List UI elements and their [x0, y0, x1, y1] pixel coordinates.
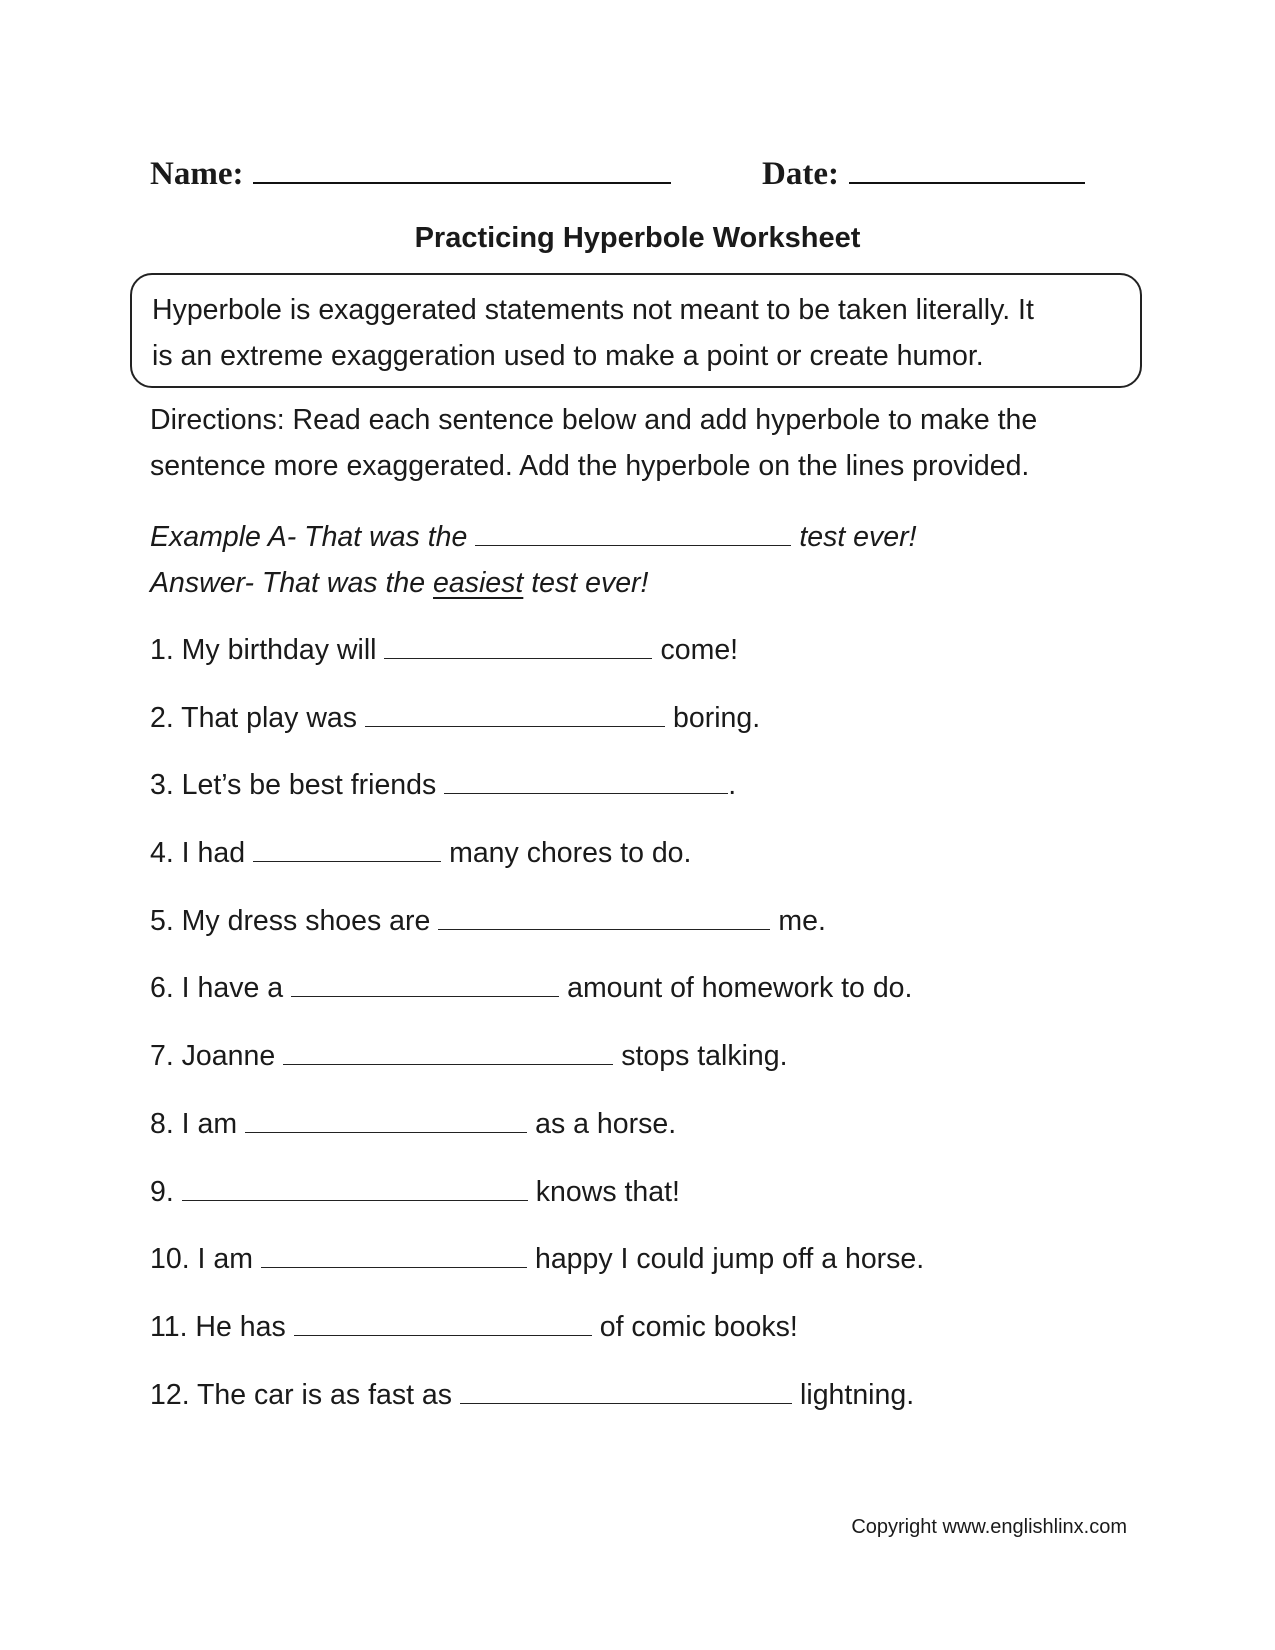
question-text-after: .: [728, 769, 737, 802]
question-text: 11. He has: [150, 1310, 286, 1343]
name-label: Name:: [150, 156, 244, 192]
answer-blank-line[interactable]: [245, 1106, 527, 1133]
answer-blank-line[interactable]: [182, 1174, 528, 1201]
question-item: [150, 1033, 1130, 1101]
question-text-after: happy I could jump off a horse.: [534, 1243, 925, 1276]
answer-blank-line[interactable]: [294, 1309, 592, 1336]
question-item: [150, 1169, 1130, 1237]
question-item: [150, 695, 1130, 763]
directions-line-2: sentence more exaggerated. Add the hyperbole on the lines provided.: [150, 450, 1030, 482]
question-text-after: boring.: [673, 701, 761, 734]
date-field: [762, 150, 1085, 193]
example-answer-before: Answer- That was the: [150, 567, 426, 599]
question-text: 9.: [150, 1175, 174, 1208]
question-item: [150, 762, 1130, 830]
answer-blank-line[interactable]: [261, 1241, 527, 1268]
answer-blank-line[interactable]: [283, 1038, 613, 1065]
question-text: 6. I have a: [150, 972, 284, 1005]
name-blank-line[interactable]: [253, 150, 671, 184]
question-item: [150, 627, 1130, 695]
question-text-after: of comic books!: [599, 1310, 798, 1343]
definition-line-2: is an extreme exaggeration used to make a point or create humor.: [152, 340, 984, 372]
example-prompt: [150, 514, 1130, 560]
copyright-notice: Copyright www.englishlinx.com: [851, 1516, 1127, 1538]
question-text-after: me.: [778, 904, 826, 937]
question-text: 2. That play was: [150, 701, 358, 734]
definition-line-1: Hyperbole is exaggerated statements not meant to be taken literally. It: [152, 294, 1034, 326]
question-item: [150, 965, 1130, 1033]
example-answer-after: test ever!: [531, 567, 649, 599]
answer-blank-line[interactable]: [460, 1377, 792, 1404]
question-text: 10. I am: [150, 1243, 253, 1276]
question-text: 4. I had: [150, 837, 246, 870]
question-item: [150, 1304, 1130, 1372]
directions-line-1: Directions: Read each sentence below and add hyperbole to make the: [150, 404, 1038, 436]
answer-blank-line[interactable]: [444, 767, 728, 794]
question-text: 5. My dress shoes are: [150, 904, 431, 937]
example-answer-word: easiest: [433, 567, 524, 599]
question-text-after: stops talking.: [621, 1040, 788, 1073]
question-text: 7. Joanne: [150, 1040, 276, 1073]
name-field: [150, 150, 671, 193]
question-text-after: many chores to do.: [449, 837, 692, 870]
date-blank-line[interactable]: [849, 150, 1085, 184]
answer-blank-line[interactable]: [365, 700, 665, 727]
question-text-after: come!: [660, 634, 739, 666]
example-blank-line: [475, 519, 791, 546]
question-text-after: lightning.: [800, 1378, 915, 1411]
answer-blank-line[interactable]: [384, 632, 652, 659]
directions: [150, 397, 1130, 489]
worksheet-title: Practicing Hyperbole Worksheet: [414, 222, 861, 254]
question-text: 8. I am: [150, 1107, 238, 1140]
question-text-after: as a horse.: [535, 1107, 677, 1140]
example-prompt-before: Example A- That was the: [150, 521, 468, 553]
question-item: [150, 1372, 1130, 1440]
example-answer: [150, 560, 1130, 606]
question-item: [150, 1101, 1130, 1169]
question-text: 12. The car is as fast as: [150, 1378, 453, 1411]
question-item: [150, 1236, 1130, 1304]
definition-box: [130, 273, 1142, 388]
question-list: [150, 627, 1130, 1439]
question-item: [150, 830, 1130, 898]
answer-blank-line[interactable]: [438, 903, 770, 930]
answer-blank-line[interactable]: [291, 970, 559, 997]
question-text-after: amount of homework to do.: [567, 972, 913, 1005]
question-text: 1. My birthday will: [150, 634, 377, 666]
question-item: [150, 898, 1130, 966]
answer-blank-line[interactable]: [253, 835, 441, 862]
header-row: [150, 150, 1090, 200]
question-text: 3. Let’s be best friends: [150, 769, 437, 802]
example-prompt-after: test ever!: [799, 521, 917, 553]
date-label: Date:: [762, 156, 839, 192]
question-text-after: knows that!: [535, 1175, 680, 1208]
example-block: [150, 514, 1130, 606]
